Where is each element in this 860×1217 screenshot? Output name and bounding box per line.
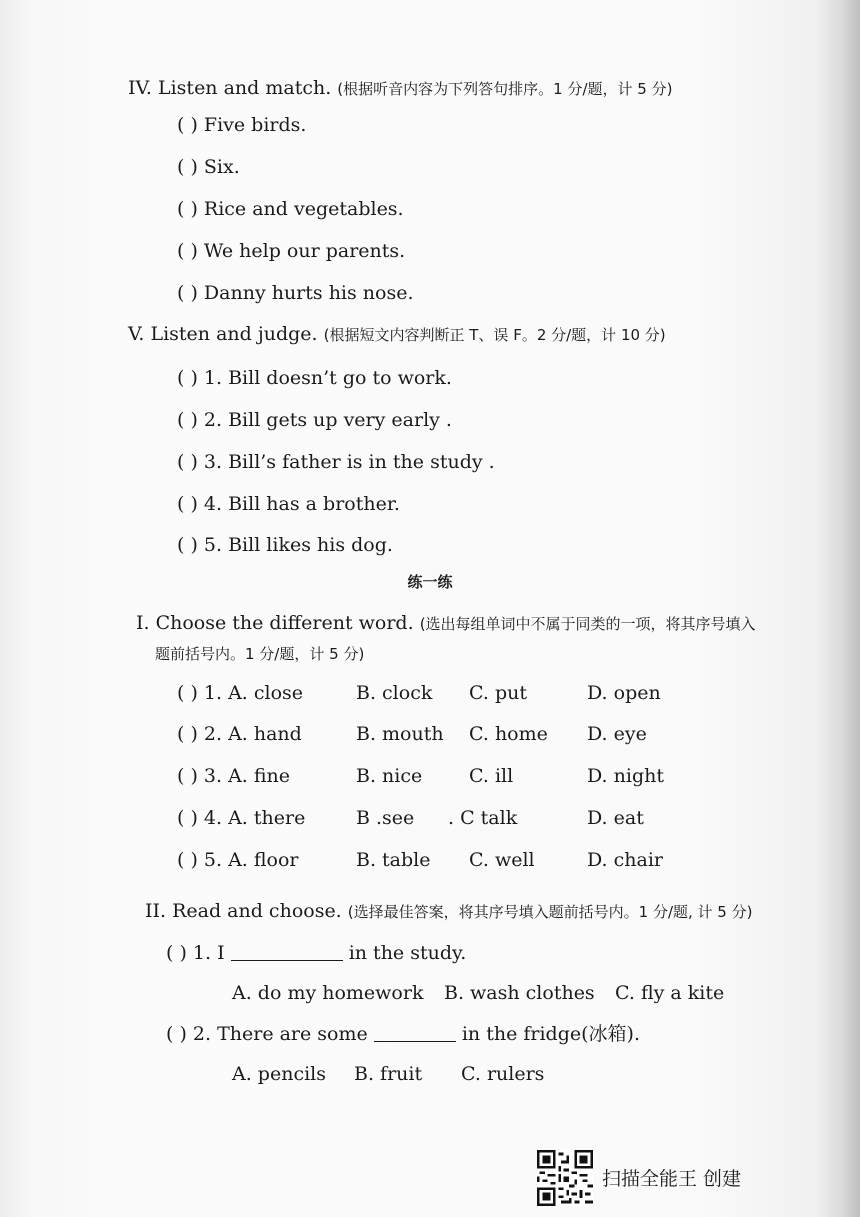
part5-item-2: ( ) 2. Bill gets up very early . <box>177 409 452 431</box>
exercise1-q1-d: D. open <box>587 682 661 704</box>
part5-item-5: ( ) 5. Bill likes his dog. <box>177 534 393 556</box>
exercise1-q2: ( ) 2. A. hand <box>177 723 302 745</box>
exercise1-q5-d: D. chair <box>587 849 663 871</box>
exercise1-heading <box>136 611 756 636</box>
exercise2-note: (选择最佳答案，将其序号填入题前括号内。1 分/题, 计 5 分) <box>347 903 753 921</box>
exercise2-q1-paren: ( ) <box>166 942 187 964</box>
part4-item-2: ( ) Six. <box>177 156 240 178</box>
exercise2-title: II. Read and choose. <box>145 900 342 922</box>
part5-item-4: ( ) 4. Bill has a brother. <box>177 493 400 515</box>
part4-item-5: ( ) Danny hurts his nose. <box>177 282 414 304</box>
exercise1-q5: ( ) 5. A. floor <box>177 849 299 871</box>
exercise1-q5-c: C. well <box>469 849 535 871</box>
exercise1-q2-d: D. eye <box>587 723 647 745</box>
exercise1-q4-c: . C talk <box>448 807 518 829</box>
exercise2-q2-blank[interactable] <box>374 1021 456 1042</box>
exercise1-q2-b: B. mouth <box>356 723 444 745</box>
exercise2-q1-prefix: 1. I <box>192 942 225 964</box>
exercise1-q1-b: B. clock <box>356 682 433 704</box>
part4-heading <box>128 76 672 101</box>
part5-title: V. Listen and judge. <box>128 323 318 345</box>
part5-heading <box>128 322 666 347</box>
exercise1-q3-c: C. ill <box>469 765 514 787</box>
part4-title: IV. Listen and match. <box>128 77 332 99</box>
exercise1-q3-b: B. nice <box>356 765 423 787</box>
exercise2-q2 <box>166 1021 640 1046</box>
exercise2-q2-option-c: C. rulers <box>461 1063 545 1085</box>
exercise2-q2-option-b: B. fruit <box>354 1063 423 1085</box>
exercise1-q4-b: B .see <box>356 807 415 829</box>
exercise1-q1: ( ) 1. A. close <box>177 682 304 704</box>
part4-note: (根据听音内容为下列答句排序。1 分/题，计 5 分) <box>337 80 673 98</box>
exercise1-q3: ( ) 3. A. fine <box>177 765 291 787</box>
exercise2-q2-prefix: 2. There are some <box>192 1023 368 1045</box>
exercise1-q4: ( ) 4. A. there <box>177 807 306 829</box>
exercise1-q3-d: D. night <box>587 765 664 787</box>
exercise2-q1-suffix: in the study. <box>348 942 467 964</box>
exercise2-q1-option-a: A. do my homework <box>232 982 424 1004</box>
exercise2-q2-paren: ( ) <box>166 1023 187 1045</box>
exercise2-q1 <box>166 940 466 965</box>
exercise1-q2-c: C. home <box>469 723 548 745</box>
page-edge-shadow <box>816 0 860 1217</box>
scanner-watermark-text: 扫描全能王 创建 <box>602 1168 742 1190</box>
exercise2-heading <box>145 899 752 924</box>
part4-item-3: ( ) Rice and vegetables. <box>177 198 404 220</box>
qr-code-icon <box>537 1150 593 1206</box>
part5-note: (根据短文内容判断正 T、误 F。2 分/题，计 10 分) <box>323 326 666 344</box>
practice-title: 练一练 <box>407 573 453 591</box>
part5-item-1: ( ) 1. Bill doesn’t go to work. <box>177 367 452 389</box>
part4-item-1: ( ) Five birds. <box>177 114 307 136</box>
exercise2-q2-suffix: in the fridge(冰箱). <box>461 1023 640 1045</box>
part4-item-4: ( ) We help our parents. <box>177 240 406 262</box>
exercise2-q1-option-c: C. fly a kite <box>615 982 725 1004</box>
exercise1-title: I. Choose the different word. <box>136 612 414 634</box>
exercise2-q2-option-a: A. pencils <box>232 1063 326 1085</box>
exercise1-note-line2: 题前括号内。1 分/题，计 5 分) <box>155 645 365 663</box>
exercise1-note-line1: (选出每组单词中不属于同类的一项，将其序号填入 <box>419 615 756 633</box>
part5-item-3: ( ) 3. Bill’s father is in the study . <box>177 451 495 473</box>
exercise1-q1-c: C. put <box>469 682 527 704</box>
exercise1-q5-b: B. table <box>356 849 431 871</box>
exercise2-q1-blank[interactable] <box>231 940 343 961</box>
exercise2-q1-option-b: B. wash clothes <box>444 982 595 1004</box>
exercise1-q4-d: D. eat <box>587 807 644 829</box>
